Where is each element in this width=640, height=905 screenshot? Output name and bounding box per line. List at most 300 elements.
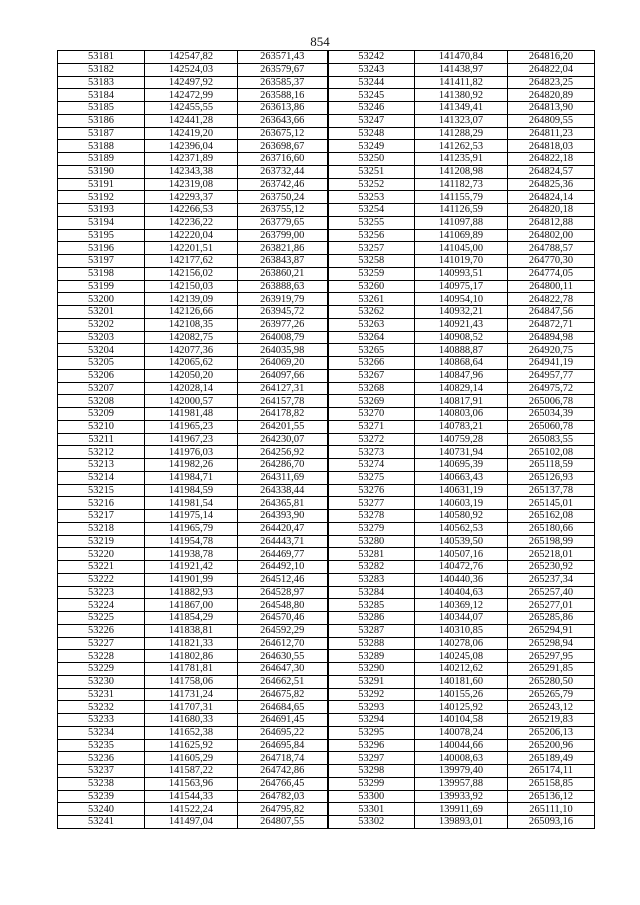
y-coordinate-cell: 263888,63 bbox=[238, 280, 328, 293]
y-coordinate-cell: 264097,66 bbox=[238, 369, 328, 382]
x-coordinate-cell: 142497,92 bbox=[145, 76, 238, 89]
point-number-cell: 53223 bbox=[58, 586, 145, 599]
x-coordinate-cell: 140580,92 bbox=[415, 510, 508, 523]
x-coordinate-cell: 139911,69 bbox=[415, 803, 508, 816]
table-row bbox=[58, 140, 595, 153]
y-coordinate-cell: 264548,80 bbox=[238, 599, 328, 612]
point-number-cell: 53240 bbox=[58, 803, 145, 816]
x-coordinate-cell: 141208,98 bbox=[415, 165, 508, 178]
x-coordinate-cell: 141182,73 bbox=[415, 178, 508, 191]
x-coordinate-cell: 141262,53 bbox=[415, 140, 508, 153]
y-coordinate-cell: 264420,47 bbox=[238, 522, 328, 535]
y-coordinate-cell: 264957,77 bbox=[508, 369, 595, 382]
x-coordinate-cell: 142150,03 bbox=[145, 280, 238, 293]
y-coordinate-cell: 264770,30 bbox=[508, 255, 595, 268]
y-coordinate-cell: 263643,66 bbox=[238, 114, 328, 127]
point-number-cell: 53283 bbox=[328, 573, 415, 586]
x-coordinate-cell: 141954,78 bbox=[145, 535, 238, 548]
y-coordinate-cell: 264824,57 bbox=[508, 165, 595, 178]
y-coordinate-cell: 264675,82 bbox=[238, 688, 328, 701]
x-coordinate-cell: 141625,92 bbox=[145, 739, 238, 752]
y-coordinate-cell: 264809,55 bbox=[508, 114, 595, 127]
x-coordinate-cell: 141019,70 bbox=[415, 255, 508, 268]
point-number-cell: 53217 bbox=[58, 510, 145, 523]
point-number-cell: 53194 bbox=[58, 216, 145, 229]
point-number-cell: 53254 bbox=[328, 204, 415, 217]
x-coordinate-cell: 141821,33 bbox=[145, 637, 238, 650]
y-coordinate-cell: 265277,01 bbox=[508, 599, 595, 612]
point-number-cell: 53295 bbox=[328, 726, 415, 739]
y-coordinate-cell: 264201,55 bbox=[238, 420, 328, 433]
coordinates-table-body bbox=[58, 51, 595, 829]
y-coordinate-cell: 265291,85 bbox=[508, 663, 595, 676]
y-coordinate-cell: 263977,26 bbox=[238, 318, 328, 331]
x-coordinate-cell: 140507,16 bbox=[415, 548, 508, 561]
table-row bbox=[58, 663, 595, 676]
point-number-cell: 53245 bbox=[328, 89, 415, 102]
y-coordinate-cell: 264684,65 bbox=[238, 701, 328, 714]
table-row bbox=[58, 675, 595, 688]
x-coordinate-cell: 139979,40 bbox=[415, 765, 508, 778]
x-coordinate-cell: 142028,14 bbox=[145, 382, 238, 395]
y-coordinate-cell: 264795,82 bbox=[238, 803, 328, 816]
point-number-cell: 53257 bbox=[328, 242, 415, 255]
y-coordinate-cell: 265006,78 bbox=[508, 395, 595, 408]
table-row bbox=[58, 548, 595, 561]
point-number-cell: 53292 bbox=[328, 688, 415, 701]
y-coordinate-cell: 264800,11 bbox=[508, 280, 595, 293]
y-coordinate-cell: 265200,96 bbox=[508, 739, 595, 752]
table-row bbox=[58, 127, 595, 140]
point-number-cell: 53260 bbox=[328, 280, 415, 293]
y-coordinate-cell: 265189,49 bbox=[508, 752, 595, 765]
table-row bbox=[58, 191, 595, 204]
table-row bbox=[58, 484, 595, 497]
x-coordinate-cell: 141438,97 bbox=[415, 63, 508, 76]
y-coordinate-cell: 265136,12 bbox=[508, 790, 595, 803]
y-coordinate-cell: 265206,13 bbox=[508, 726, 595, 739]
point-number-cell: 53198 bbox=[58, 267, 145, 280]
point-number-cell: 53247 bbox=[328, 114, 415, 127]
x-coordinate-cell: 140181,60 bbox=[415, 675, 508, 688]
x-coordinate-cell: 142371,89 bbox=[145, 153, 238, 166]
table-row bbox=[58, 267, 595, 280]
x-coordinate-cell: 142220,04 bbox=[145, 229, 238, 242]
y-coordinate-cell: 265111,10 bbox=[508, 803, 595, 816]
y-coordinate-cell: 265145,01 bbox=[508, 497, 595, 510]
table-row bbox=[58, 51, 595, 64]
x-coordinate-cell: 141349,41 bbox=[415, 102, 508, 115]
point-number-cell: 53258 bbox=[328, 255, 415, 268]
x-coordinate-cell: 141045,00 bbox=[415, 242, 508, 255]
x-coordinate-cell: 142000,57 bbox=[145, 395, 238, 408]
table-row bbox=[58, 701, 595, 714]
table-row bbox=[58, 357, 595, 370]
x-coordinate-cell: 140817,91 bbox=[415, 395, 508, 408]
table-row bbox=[58, 803, 595, 816]
y-coordinate-cell: 264822,04 bbox=[508, 63, 595, 76]
x-coordinate-cell: 141781,81 bbox=[145, 663, 238, 676]
point-number-cell: 53200 bbox=[58, 293, 145, 306]
x-coordinate-cell: 141984,59 bbox=[145, 484, 238, 497]
y-coordinate-cell: 264662,51 bbox=[238, 675, 328, 688]
point-number-cell: 53252 bbox=[328, 178, 415, 191]
x-coordinate-cell: 141497,04 bbox=[145, 816, 238, 829]
y-coordinate-cell: 264847,56 bbox=[508, 306, 595, 319]
x-coordinate-cell: 142441,28 bbox=[145, 114, 238, 127]
y-coordinate-cell: 265137,78 bbox=[508, 484, 595, 497]
point-number-cell: 53229 bbox=[58, 663, 145, 676]
point-number-cell: 53232 bbox=[58, 701, 145, 714]
table-row bbox=[58, 318, 595, 331]
table-row bbox=[58, 726, 595, 739]
point-number-cell: 53206 bbox=[58, 369, 145, 382]
table-row bbox=[58, 408, 595, 421]
table-row bbox=[58, 522, 595, 535]
y-coordinate-cell: 264822,18 bbox=[508, 153, 595, 166]
point-number-cell: 53279 bbox=[328, 522, 415, 535]
x-coordinate-cell: 142108,35 bbox=[145, 318, 238, 331]
y-coordinate-cell: 263732,44 bbox=[238, 165, 328, 178]
y-coordinate-cell: 264812,88 bbox=[508, 216, 595, 229]
x-coordinate-cell: 140078,24 bbox=[415, 726, 508, 739]
point-number-cell: 53289 bbox=[328, 650, 415, 663]
point-number-cell: 53219 bbox=[58, 535, 145, 548]
y-coordinate-cell: 264894,98 bbox=[508, 331, 595, 344]
y-coordinate-cell: 264820,18 bbox=[508, 204, 595, 217]
y-coordinate-cell: 264788,57 bbox=[508, 242, 595, 255]
x-coordinate-cell: 140539,50 bbox=[415, 535, 508, 548]
point-number-cell: 53242 bbox=[328, 51, 415, 64]
table-row bbox=[58, 89, 595, 102]
point-number-cell: 53236 bbox=[58, 752, 145, 765]
point-number-cell: 53233 bbox=[58, 714, 145, 727]
point-number-cell: 53183 bbox=[58, 76, 145, 89]
table-row bbox=[58, 433, 595, 446]
x-coordinate-cell: 142343,38 bbox=[145, 165, 238, 178]
y-coordinate-cell: 265285,86 bbox=[508, 612, 595, 625]
x-coordinate-cell: 141411,82 bbox=[415, 76, 508, 89]
x-coordinate-cell: 142065,62 bbox=[145, 357, 238, 370]
x-coordinate-cell: 142050,20 bbox=[145, 369, 238, 382]
x-coordinate-cell: 142201,51 bbox=[145, 242, 238, 255]
point-number-cell: 53266 bbox=[328, 357, 415, 370]
y-coordinate-cell: 264766,45 bbox=[238, 777, 328, 790]
table-row bbox=[58, 102, 595, 115]
y-coordinate-cell: 264570,46 bbox=[238, 612, 328, 625]
point-number-cell: 53290 bbox=[328, 663, 415, 676]
y-coordinate-cell: 263860,21 bbox=[238, 267, 328, 280]
point-number-cell: 53214 bbox=[58, 471, 145, 484]
y-coordinate-cell: 264008,79 bbox=[238, 331, 328, 344]
x-coordinate-cell: 142077,36 bbox=[145, 344, 238, 357]
y-coordinate-cell: 264311,69 bbox=[238, 471, 328, 484]
point-number-cell: 53281 bbox=[328, 548, 415, 561]
point-number-cell: 53215 bbox=[58, 484, 145, 497]
y-coordinate-cell: 264127,31 bbox=[238, 382, 328, 395]
point-number-cell: 53203 bbox=[58, 331, 145, 344]
y-coordinate-cell: 264230,07 bbox=[238, 433, 328, 446]
y-coordinate-cell: 265257,40 bbox=[508, 586, 595, 599]
y-coordinate-cell: 264592,29 bbox=[238, 624, 328, 637]
table-row bbox=[58, 816, 595, 829]
y-coordinate-cell: 265180,66 bbox=[508, 522, 595, 535]
y-coordinate-cell: 263843,87 bbox=[238, 255, 328, 268]
point-number-cell: 53212 bbox=[58, 446, 145, 459]
x-coordinate-cell: 141288,29 bbox=[415, 127, 508, 140]
table-row bbox=[58, 242, 595, 255]
table-row bbox=[58, 599, 595, 612]
y-coordinate-cell: 265060,78 bbox=[508, 420, 595, 433]
x-coordinate-cell: 142396,04 bbox=[145, 140, 238, 153]
y-coordinate-cell: 264823,25 bbox=[508, 76, 595, 89]
point-number-cell: 53238 bbox=[58, 777, 145, 790]
point-number-cell: 53253 bbox=[328, 191, 415, 204]
x-coordinate-cell: 140954,10 bbox=[415, 293, 508, 306]
y-coordinate-cell: 264035,98 bbox=[238, 344, 328, 357]
x-coordinate-cell: 140803,06 bbox=[415, 408, 508, 421]
table-row bbox=[58, 76, 595, 89]
point-number-cell: 53294 bbox=[328, 714, 415, 727]
x-coordinate-cell: 142472,99 bbox=[145, 89, 238, 102]
x-coordinate-cell: 140008,63 bbox=[415, 752, 508, 765]
y-coordinate-cell: 265294,91 bbox=[508, 624, 595, 637]
x-coordinate-cell: 141938,78 bbox=[145, 548, 238, 561]
y-coordinate-cell: 264813,90 bbox=[508, 102, 595, 115]
point-number-cell: 53191 bbox=[58, 178, 145, 191]
y-coordinate-cell: 264256,92 bbox=[238, 446, 328, 459]
table-row bbox=[58, 777, 595, 790]
point-number-cell: 53277 bbox=[328, 497, 415, 510]
x-coordinate-cell: 141976,03 bbox=[145, 446, 238, 459]
x-coordinate-cell: 142419,20 bbox=[145, 127, 238, 140]
x-coordinate-cell: 141380,92 bbox=[415, 89, 508, 102]
x-coordinate-cell: 141069,89 bbox=[415, 229, 508, 242]
point-number-cell: 53222 bbox=[58, 573, 145, 586]
point-number-cell: 53276 bbox=[328, 484, 415, 497]
x-coordinate-cell: 142455,55 bbox=[145, 102, 238, 115]
point-number-cell: 53231 bbox=[58, 688, 145, 701]
y-coordinate-cell: 264975,72 bbox=[508, 382, 595, 395]
table-row bbox=[58, 293, 595, 306]
point-number-cell: 53225 bbox=[58, 612, 145, 625]
point-number-cell: 53224 bbox=[58, 599, 145, 612]
x-coordinate-cell: 141235,91 bbox=[415, 153, 508, 166]
y-coordinate-cell: 264824,14 bbox=[508, 191, 595, 204]
x-coordinate-cell: 140245,08 bbox=[415, 650, 508, 663]
y-coordinate-cell: 263821,86 bbox=[238, 242, 328, 255]
x-coordinate-cell: 141522,24 bbox=[145, 803, 238, 816]
y-coordinate-cell: 263716,60 bbox=[238, 153, 328, 166]
table-row bbox=[58, 790, 595, 803]
point-number-cell: 53282 bbox=[328, 561, 415, 574]
y-coordinate-cell: 264647,30 bbox=[238, 663, 328, 676]
y-coordinate-cell: 264695,22 bbox=[238, 726, 328, 739]
x-coordinate-cell: 142236,22 bbox=[145, 216, 238, 229]
point-number-cell: 53207 bbox=[58, 382, 145, 395]
x-coordinate-cell: 140868,64 bbox=[415, 357, 508, 370]
x-coordinate-cell: 140278,06 bbox=[415, 637, 508, 650]
x-coordinate-cell: 140731,94 bbox=[415, 446, 508, 459]
point-number-cell: 53249 bbox=[328, 140, 415, 153]
table-row bbox=[58, 535, 595, 548]
x-coordinate-cell: 141155,79 bbox=[415, 191, 508, 204]
x-coordinate-cell: 140759,28 bbox=[415, 433, 508, 446]
y-coordinate-cell: 265265,79 bbox=[508, 688, 595, 701]
point-number-cell: 53287 bbox=[328, 624, 415, 637]
x-coordinate-cell: 140603,19 bbox=[415, 497, 508, 510]
point-number-cell: 53300 bbox=[328, 790, 415, 803]
point-number-cell: 53286 bbox=[328, 612, 415, 625]
point-number-cell: 53261 bbox=[328, 293, 415, 306]
point-number-cell: 53218 bbox=[58, 522, 145, 535]
table-row bbox=[58, 331, 595, 344]
x-coordinate-cell: 140472,76 bbox=[415, 561, 508, 574]
x-coordinate-cell: 140975,17 bbox=[415, 280, 508, 293]
point-number-cell: 53227 bbox=[58, 637, 145, 650]
point-number-cell: 53301 bbox=[328, 803, 415, 816]
x-coordinate-cell: 140404,63 bbox=[415, 586, 508, 599]
table-row bbox=[58, 497, 595, 510]
y-coordinate-cell: 264492,10 bbox=[238, 561, 328, 574]
table-row bbox=[58, 561, 595, 574]
x-coordinate-cell: 141680,33 bbox=[145, 714, 238, 727]
y-coordinate-cell: 265126,93 bbox=[508, 471, 595, 484]
y-coordinate-cell: 264612,70 bbox=[238, 637, 328, 650]
table-row bbox=[58, 612, 595, 625]
x-coordinate-cell: 141921,42 bbox=[145, 561, 238, 574]
point-number-cell: 53188 bbox=[58, 140, 145, 153]
y-coordinate-cell: 263579,67 bbox=[238, 63, 328, 76]
x-coordinate-cell: 139957,88 bbox=[415, 777, 508, 790]
point-number-cell: 53220 bbox=[58, 548, 145, 561]
x-coordinate-cell: 141097,88 bbox=[415, 216, 508, 229]
point-number-cell: 53278 bbox=[328, 510, 415, 523]
table-row bbox=[58, 165, 595, 178]
y-coordinate-cell: 263750,24 bbox=[238, 191, 328, 204]
point-number-cell: 53291 bbox=[328, 675, 415, 688]
point-number-cell: 53193 bbox=[58, 204, 145, 217]
y-coordinate-cell: 265280,50 bbox=[508, 675, 595, 688]
table-row bbox=[58, 153, 595, 166]
table-row bbox=[58, 382, 595, 395]
y-coordinate-cell: 265198,99 bbox=[508, 535, 595, 548]
point-number-cell: 53269 bbox=[328, 395, 415, 408]
y-coordinate-cell: 265093,16 bbox=[508, 816, 595, 829]
point-number-cell: 53243 bbox=[328, 63, 415, 76]
point-number-cell: 53228 bbox=[58, 650, 145, 663]
point-number-cell: 53201 bbox=[58, 306, 145, 319]
x-coordinate-cell: 141984,71 bbox=[145, 471, 238, 484]
y-coordinate-cell: 263698,67 bbox=[238, 140, 328, 153]
y-coordinate-cell: 264691,45 bbox=[238, 714, 328, 727]
table-row bbox=[58, 650, 595, 663]
x-coordinate-cell: 142082,75 bbox=[145, 331, 238, 344]
x-coordinate-cell: 140783,21 bbox=[415, 420, 508, 433]
x-coordinate-cell: 141126,59 bbox=[415, 204, 508, 217]
y-coordinate-cell: 264393,90 bbox=[238, 510, 328, 523]
y-coordinate-cell: 264178,82 bbox=[238, 408, 328, 421]
point-number-cell: 53265 bbox=[328, 344, 415, 357]
x-coordinate-cell: 141854,29 bbox=[145, 612, 238, 625]
x-coordinate-cell: 140888,87 bbox=[415, 344, 508, 357]
point-number-cell: 53195 bbox=[58, 229, 145, 242]
point-number-cell: 53197 bbox=[58, 255, 145, 268]
y-coordinate-cell: 264920,75 bbox=[508, 344, 595, 357]
x-coordinate-cell: 141323,07 bbox=[415, 114, 508, 127]
y-coordinate-cell: 264742,86 bbox=[238, 765, 328, 778]
x-coordinate-cell: 141544,33 bbox=[145, 790, 238, 803]
y-coordinate-cell: 264811,23 bbox=[508, 127, 595, 140]
x-coordinate-cell: 142126,66 bbox=[145, 306, 238, 319]
table-row bbox=[58, 178, 595, 191]
table-row bbox=[58, 204, 595, 217]
x-coordinate-cell: 140932,21 bbox=[415, 306, 508, 319]
point-number-cell: 53273 bbox=[328, 446, 415, 459]
point-number-cell: 53196 bbox=[58, 242, 145, 255]
y-coordinate-cell: 264469,77 bbox=[238, 548, 328, 561]
table-row bbox=[58, 63, 595, 76]
x-coordinate-cell: 140908,52 bbox=[415, 331, 508, 344]
point-number-cell: 53284 bbox=[328, 586, 415, 599]
x-coordinate-cell: 139893,01 bbox=[415, 816, 508, 829]
point-number-cell: 53264 bbox=[328, 331, 415, 344]
y-coordinate-cell: 265118,59 bbox=[508, 459, 595, 472]
point-number-cell: 53202 bbox=[58, 318, 145, 331]
x-coordinate-cell: 141982,26 bbox=[145, 459, 238, 472]
y-coordinate-cell: 265237,34 bbox=[508, 573, 595, 586]
page-number: 854 bbox=[310, 34, 330, 49]
table-row bbox=[58, 471, 595, 484]
y-coordinate-cell: 264941,19 bbox=[508, 357, 595, 370]
point-number-cell: 53210 bbox=[58, 420, 145, 433]
x-coordinate-cell: 141965,79 bbox=[145, 522, 238, 535]
y-coordinate-cell: 264157,78 bbox=[238, 395, 328, 408]
point-number-cell: 53187 bbox=[58, 127, 145, 140]
y-coordinate-cell: 263755,12 bbox=[238, 204, 328, 217]
x-coordinate-cell: 141838,81 bbox=[145, 624, 238, 637]
table-row bbox=[58, 446, 595, 459]
y-coordinate-cell: 264528,97 bbox=[238, 586, 328, 599]
point-number-cell: 53192 bbox=[58, 191, 145, 204]
x-coordinate-cell: 141867,00 bbox=[145, 599, 238, 612]
point-number-cell: 53255 bbox=[328, 216, 415, 229]
point-number-cell: 53189 bbox=[58, 153, 145, 166]
x-coordinate-cell: 142547,82 bbox=[145, 51, 238, 64]
point-number-cell: 53275 bbox=[328, 471, 415, 484]
y-coordinate-cell: 265158,85 bbox=[508, 777, 595, 790]
y-coordinate-cell: 263613,86 bbox=[238, 102, 328, 115]
y-coordinate-cell: 265162,08 bbox=[508, 510, 595, 523]
y-coordinate-cell: 265297,95 bbox=[508, 650, 595, 663]
point-number-cell: 53272 bbox=[328, 433, 415, 446]
point-number-cell: 53211 bbox=[58, 433, 145, 446]
x-coordinate-cell: 140440,36 bbox=[415, 573, 508, 586]
y-coordinate-cell: 263945,72 bbox=[238, 306, 328, 319]
table-row bbox=[58, 573, 595, 586]
point-number-cell: 53199 bbox=[58, 280, 145, 293]
table-row bbox=[58, 714, 595, 727]
x-coordinate-cell: 140829,14 bbox=[415, 382, 508, 395]
x-coordinate-cell: 141470,84 bbox=[415, 51, 508, 64]
point-number-cell: 53186 bbox=[58, 114, 145, 127]
x-coordinate-cell: 142156,02 bbox=[145, 267, 238, 280]
x-coordinate-cell: 141587,22 bbox=[145, 765, 238, 778]
y-coordinate-cell: 264630,55 bbox=[238, 650, 328, 663]
point-number-cell: 53297 bbox=[328, 752, 415, 765]
y-coordinate-cell: 263571,43 bbox=[238, 51, 328, 64]
x-coordinate-cell: 142139,09 bbox=[145, 293, 238, 306]
